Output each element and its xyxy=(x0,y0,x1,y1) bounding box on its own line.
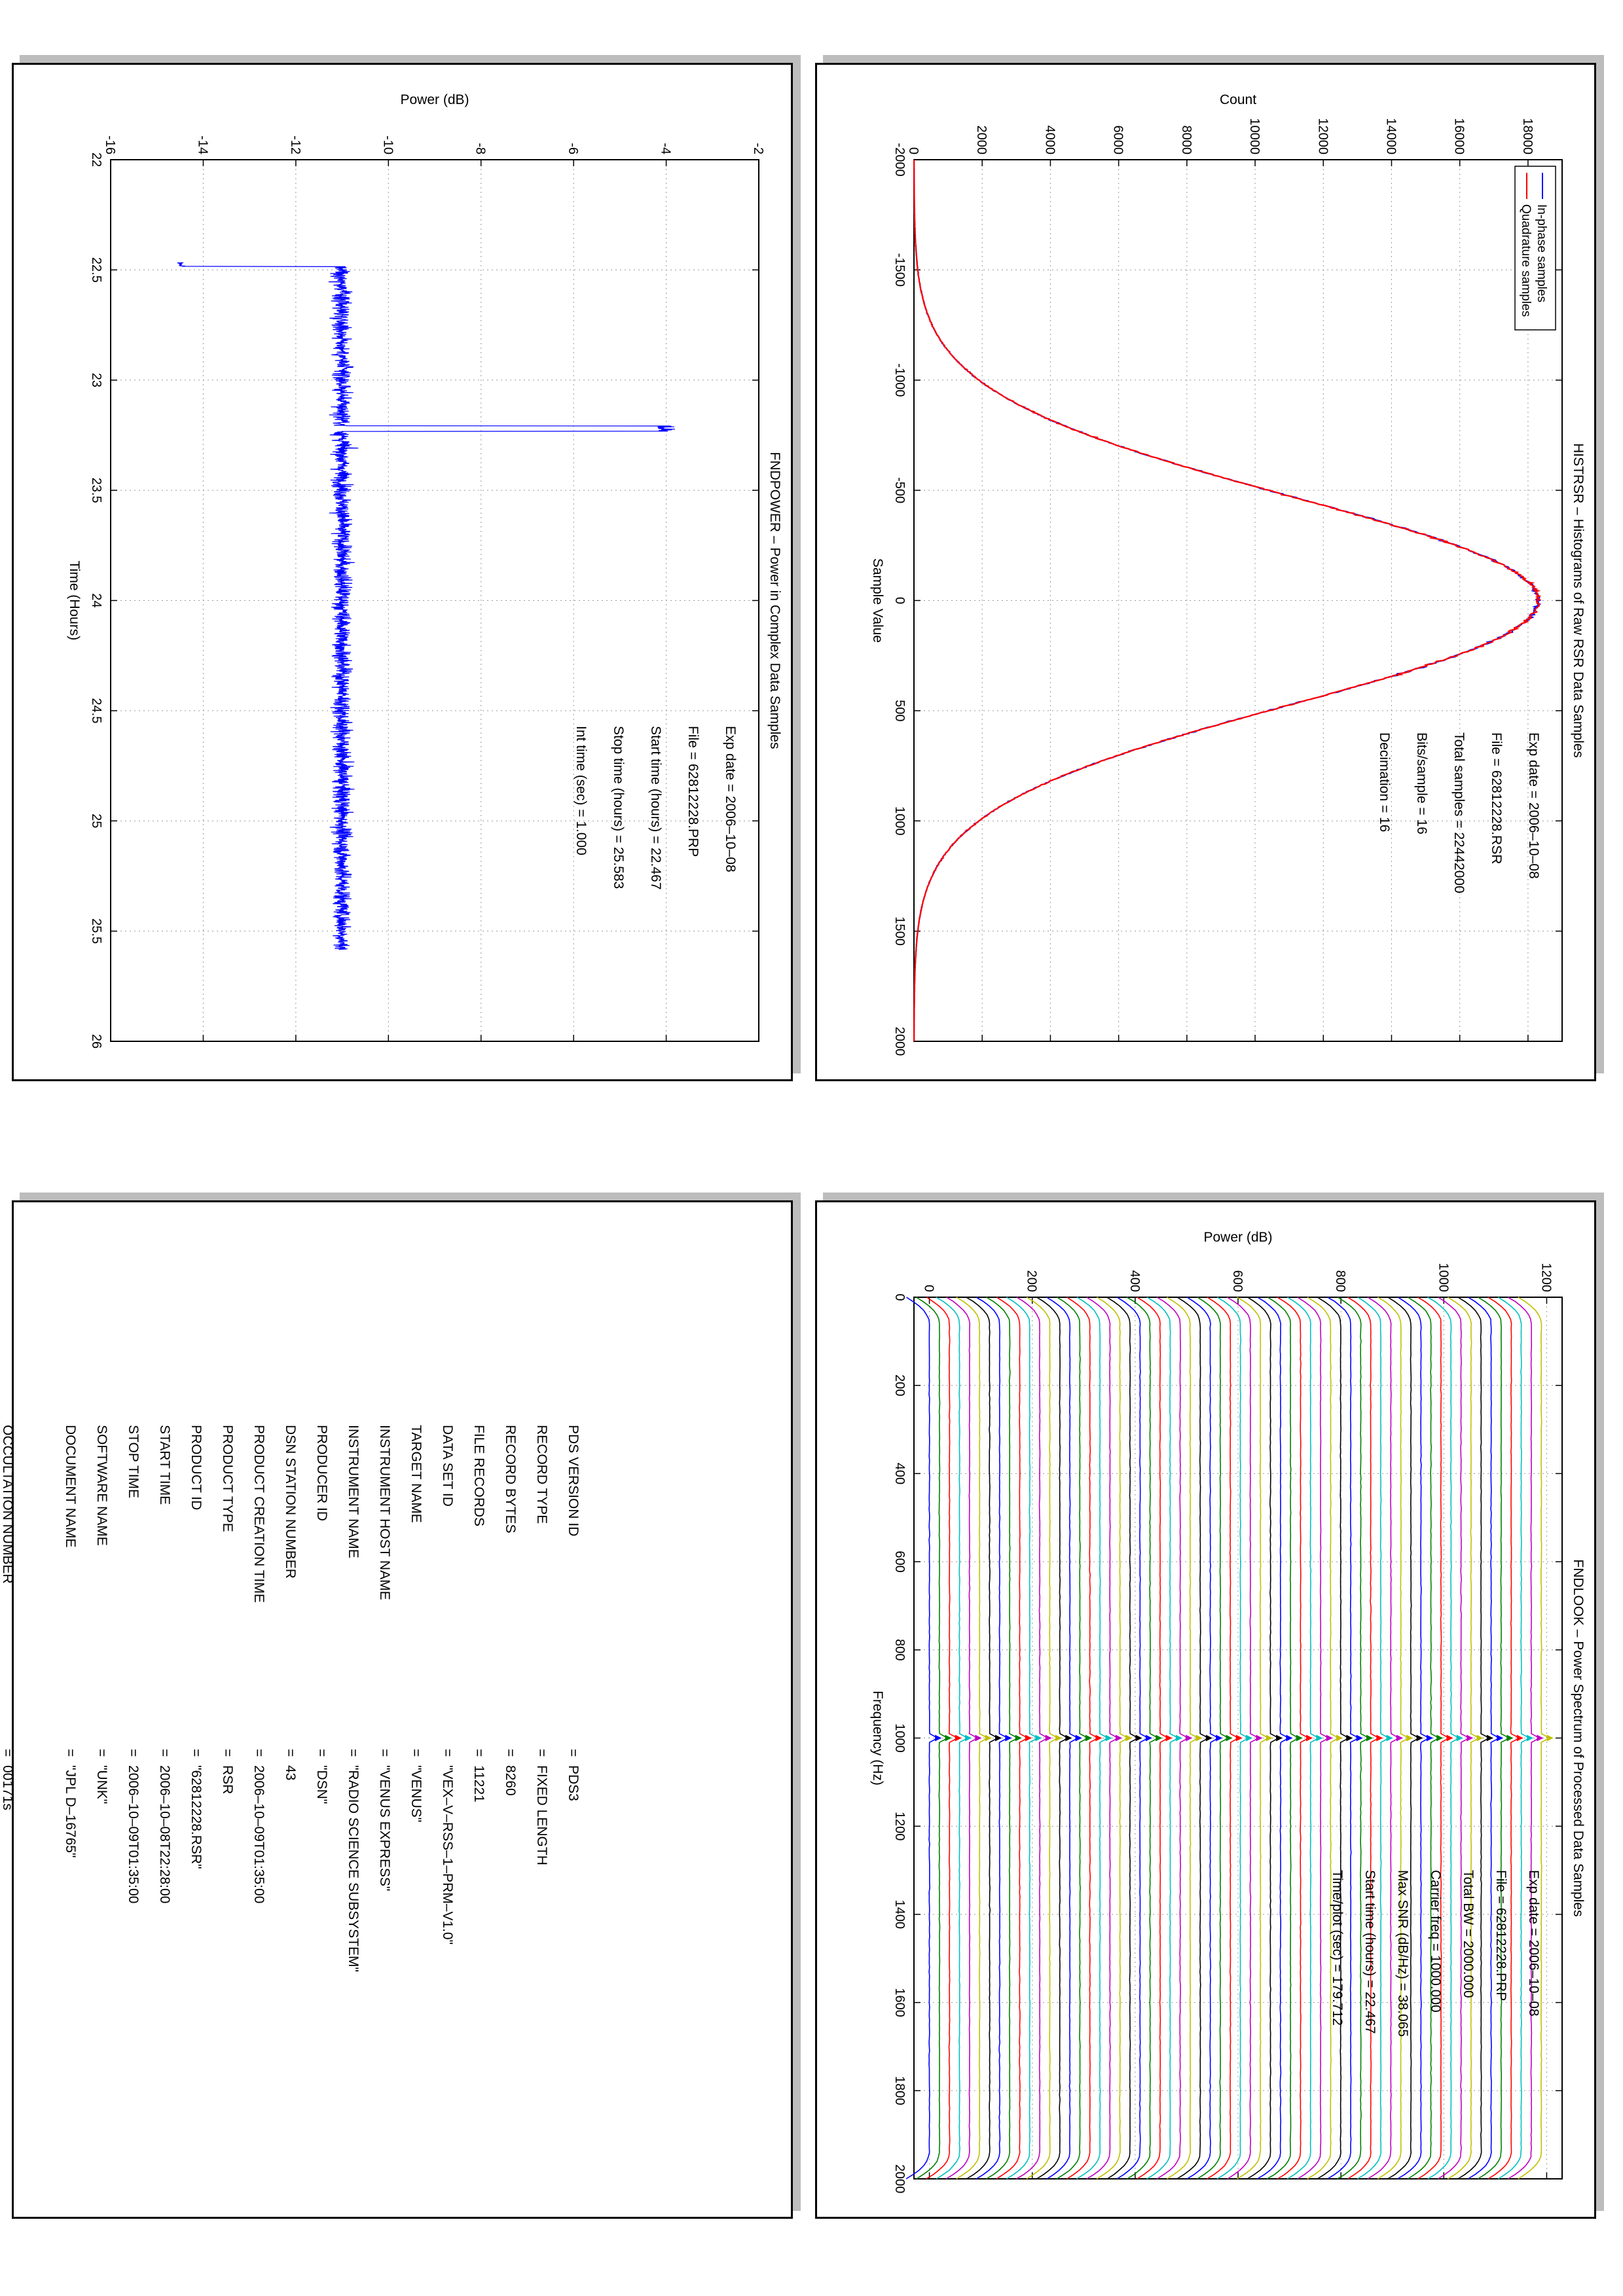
label-key: OCCULTATION NUMBER xyxy=(0,1425,15,1584)
carrier-marker xyxy=(1487,1735,1493,1742)
info-line: Carrier freq = 1000.000 xyxy=(1428,1870,1443,2013)
x-axis-label: Sample Value xyxy=(870,558,885,643)
carrier-marker xyxy=(935,1735,941,1742)
carrier-marker xyxy=(985,1735,992,1742)
y-tick-label: 600 xyxy=(1230,1270,1245,1292)
info-line: Bits/sample = 16 xyxy=(1414,732,1429,834)
carrier-marker xyxy=(1226,1735,1232,1742)
y-tick-label: -14 xyxy=(195,135,210,154)
carrier-marker xyxy=(1166,1735,1173,1742)
x-tick-label: 23 xyxy=(89,372,103,387)
label-key: PDS VERSION ID xyxy=(566,1425,581,1537)
carrier-marker xyxy=(1176,1735,1182,1742)
y-tick-label: 14000 xyxy=(1383,118,1398,154)
label-equals: = xyxy=(220,1749,235,1757)
x-tick-label: 2000 xyxy=(892,2164,907,2194)
carrier-marker xyxy=(1396,1735,1403,1742)
carrier-marker xyxy=(1387,1735,1393,1742)
chart-title: FNDLOOK – Power Spectrum of Processed Data Samples xyxy=(1571,1559,1586,1917)
x-tick-label: 200 xyxy=(892,1374,907,1397)
carrier-marker xyxy=(1136,1735,1142,1742)
label-equals: = xyxy=(63,1749,78,1757)
label-value: 8260 xyxy=(503,1765,518,1796)
info-line: File = 62812228.RSR xyxy=(1489,732,1504,865)
info-line: Start time (hours) = 22.467 xyxy=(1362,1870,1377,2034)
carrier-marker xyxy=(1146,1735,1152,1742)
x-tick-label: -1500 xyxy=(892,253,907,287)
carrier-marker xyxy=(1246,1735,1252,1742)
label-key: FILE RECORDS xyxy=(471,1425,486,1527)
carrier-marker xyxy=(1447,1735,1453,1742)
x-tick-label: 22 xyxy=(89,152,103,168)
label-value: "JPL D–16765" xyxy=(63,1765,78,1858)
y-tick-label: 10000 xyxy=(1247,118,1262,154)
label-equals: = xyxy=(409,1749,424,1757)
y-tick-label: 16000 xyxy=(1451,118,1467,154)
label-value: PDS3 xyxy=(566,1765,581,1801)
x-tick-label: 24.5 xyxy=(89,698,103,724)
carrier-marker xyxy=(955,1735,962,1742)
histrsr-chart xyxy=(817,65,1598,1083)
panel-frame xyxy=(815,1200,1596,2219)
x-axis-label: Frequency (Hz) xyxy=(870,1691,885,1785)
y-tick-label: -16 xyxy=(103,135,117,154)
x-tick-label: 1200 xyxy=(892,1811,907,1841)
info-line: Time/plot (sec) = 179.712 xyxy=(1330,1870,1345,2026)
carrier-marker xyxy=(1497,1735,1503,1742)
carrier-marker xyxy=(995,1735,1002,1742)
carrier-marker xyxy=(1406,1735,1413,1742)
info-line: Max SNR (dB/Hz) = 38.065 xyxy=(1395,1870,1410,2037)
spectrum-trace xyxy=(906,1297,938,2179)
x-tick-label: 1800 xyxy=(892,2076,907,2106)
carrier-marker xyxy=(1517,1735,1523,1742)
carrier-marker xyxy=(1005,1735,1012,1742)
y-axis-label: Power (dB) xyxy=(1203,1230,1273,1245)
label-key: PRODUCER ID xyxy=(314,1425,329,1522)
histrsr-rotated xyxy=(817,65,1598,1083)
y-tick-label: 0 xyxy=(921,1284,936,1292)
info-line: Decimation = 16 xyxy=(1377,732,1392,833)
carrier-marker xyxy=(1256,1735,1262,1742)
label-value: "UNK" xyxy=(94,1765,109,1804)
label-key: DOCUMENT NAME xyxy=(63,1425,78,1548)
label-value: FIXED LENGTH xyxy=(534,1765,549,1865)
carrier-marker xyxy=(965,1735,972,1742)
panel-shadow xyxy=(823,55,1604,63)
pds-label-table xyxy=(0,1202,795,2221)
x-tick-label: 26 xyxy=(89,1033,103,1049)
carrier-marker xyxy=(1326,1735,1333,1742)
x-tick-label: -2000 xyxy=(892,143,907,177)
x-tick-label: 600 xyxy=(892,1551,907,1573)
info-line: File = 62812228.PRP xyxy=(1493,1870,1508,2001)
carrier-marker xyxy=(1025,1735,1032,1742)
fndpower-panel xyxy=(12,55,801,1081)
x-tick-label: 1000 xyxy=(892,806,907,836)
carrier-marker xyxy=(975,1735,981,1742)
carrier-marker xyxy=(1316,1735,1322,1742)
panel-shadow xyxy=(20,1193,801,1200)
label-equals: = xyxy=(440,1749,455,1757)
legend-entry: In-phase samples xyxy=(1535,204,1548,302)
carrier-marker xyxy=(1156,1735,1162,1742)
carrier-marker xyxy=(1436,1735,1443,1742)
carrier-marker xyxy=(1417,1735,1423,1742)
carrier-marker xyxy=(1366,1735,1373,1742)
label-value: 00171s xyxy=(0,1765,15,1810)
carrier-marker xyxy=(1076,1735,1082,1742)
carrier-marker xyxy=(1065,1735,1072,1742)
info-line: Exp date = 2006–10–08 xyxy=(723,726,738,872)
label-value: "VEX–V–RSS–1–PRM–V1.0" xyxy=(440,1765,455,1945)
y-axis-label: Count xyxy=(1219,92,1257,107)
spectrum-trace xyxy=(926,1297,958,2179)
label-value: RSR xyxy=(220,1765,235,1795)
y-tick-label: -2 xyxy=(751,143,765,154)
label-equals: = xyxy=(503,1749,518,1757)
carrier-marker xyxy=(1477,1735,1484,1742)
label-equals: = xyxy=(0,1749,15,1757)
carrier-marker xyxy=(1266,1735,1273,1742)
carrier-marker xyxy=(1106,1735,1112,1742)
y-tick-label: -10 xyxy=(380,135,395,154)
label-value: 43 xyxy=(283,1765,298,1781)
x-tick-label: 500 xyxy=(892,700,907,722)
info-line: Stop time (hours) = 25.583 xyxy=(611,726,626,889)
carrier-marker xyxy=(1467,1735,1473,1742)
carrier-marker xyxy=(1376,1735,1383,1742)
fndlook-panel xyxy=(815,1193,1604,2219)
label-key: PRODUCT CREATION TIME xyxy=(251,1425,266,1603)
label-value: "DSN" xyxy=(314,1765,329,1804)
carrier-marker xyxy=(1547,1735,1554,1742)
carrier-marker xyxy=(1116,1735,1122,1742)
x-tick-label: 23.5 xyxy=(89,477,103,503)
label-value: 2006–10–08T22:28:00 xyxy=(157,1765,172,1904)
y-tick-label: 0 xyxy=(906,147,921,154)
label-equals: = xyxy=(346,1749,361,1757)
y-tick-label: 1000 xyxy=(1436,1263,1451,1292)
label-key: SOFTWARE NAME xyxy=(94,1425,109,1546)
label-value: "62812228.RSR" xyxy=(189,1765,204,1869)
panel-frame xyxy=(815,63,1596,1081)
y-tick-label: -6 xyxy=(566,143,581,154)
label-equals: = xyxy=(566,1749,581,1757)
label-equals: = xyxy=(283,1749,298,1757)
carrier-marker xyxy=(1236,1735,1243,1742)
info-line: File = 62812228.PRP xyxy=(685,726,701,857)
x-tick-label: 0 xyxy=(892,1293,907,1301)
carrier-marker xyxy=(1296,1735,1303,1742)
carrier-marker xyxy=(1427,1735,1433,1742)
x-tick-label: 22.5 xyxy=(89,257,103,283)
label-key: PRODUCT ID xyxy=(189,1425,204,1511)
carrier-marker xyxy=(1085,1735,1092,1742)
label-key: TARGET NAME xyxy=(409,1425,424,1523)
x-tick-label: 400 xyxy=(892,1462,907,1485)
label-value: "RADIO SCIENCE SUBSYSTEM" xyxy=(346,1765,361,1972)
info-line: Exp date = 2006–10–08 xyxy=(1526,1870,1541,2017)
label-value: "VENUS EXPRESS" xyxy=(377,1765,392,1892)
label-equals: = xyxy=(189,1749,204,1757)
carrier-marker xyxy=(1206,1735,1213,1742)
label-key: INSTRUMENT HOST NAME xyxy=(377,1425,392,1600)
x-tick-label: 800 xyxy=(892,1639,907,1661)
x-tick-label: 25.5 xyxy=(89,918,103,944)
carrier-marker xyxy=(1015,1735,1022,1742)
panel-shadow xyxy=(823,1193,1604,1200)
y-tick-label: 800 xyxy=(1333,1270,1348,1292)
carrier-marker xyxy=(945,1735,951,1742)
label-key: RECORD BYTES xyxy=(503,1425,518,1534)
fndpower-chart xyxy=(14,65,795,1083)
carrier-marker xyxy=(1196,1735,1203,1742)
x-tick-label: 2000 xyxy=(892,1026,907,1056)
x-tick-label: 1600 xyxy=(892,1988,907,2017)
label-equals: = xyxy=(251,1749,266,1757)
y-tick-label: 2000 xyxy=(974,125,989,154)
label-equals: = xyxy=(157,1749,172,1757)
x-tick-label: -500 xyxy=(892,477,907,504)
x-axis-label: Time (Hours) xyxy=(67,560,82,641)
x-tick-label: 1400 xyxy=(892,1899,907,1929)
chart-title: FNDPOWER – Power in Complex Data Samples xyxy=(767,452,782,749)
label-rotated xyxy=(0,1202,795,2221)
carrier-marker xyxy=(1186,1735,1192,1742)
y-tick-label: -4 xyxy=(658,143,673,154)
label-equals: = xyxy=(126,1749,141,1757)
label-key: PRODUCT TYPE xyxy=(220,1425,235,1532)
label-panel xyxy=(0,1193,801,2219)
y-tick-label: -8 xyxy=(473,143,488,154)
label-key: RECORD TYPE xyxy=(534,1425,549,1524)
label-key: INSTRUMENT NAME xyxy=(346,1425,361,1558)
fndpower-rotated xyxy=(14,65,795,1083)
label-equals: = xyxy=(377,1749,392,1757)
y-tick-label: 12000 xyxy=(1315,118,1330,154)
carrier-marker xyxy=(1046,1735,1052,1742)
info-line: Start time (hours) = 22.467 xyxy=(648,726,663,890)
carrier-marker xyxy=(1216,1735,1222,1742)
carrier-marker xyxy=(1276,1735,1283,1742)
carrier-marker xyxy=(1506,1735,1513,1742)
label-key: START TIME xyxy=(157,1425,172,1505)
carrier-marker xyxy=(1357,1735,1363,1742)
panel-frame xyxy=(12,63,793,1081)
panel-frame xyxy=(0,1200,793,2219)
y-tick-label: 4000 xyxy=(1042,125,1057,154)
carrier-marker xyxy=(1346,1735,1353,1742)
x-tick-label: 0 xyxy=(892,596,907,605)
label-equals: = xyxy=(471,1749,486,1757)
label-equals: = xyxy=(314,1749,329,1757)
label-value: "VENUS" xyxy=(409,1765,424,1823)
y-tick-label: 8000 xyxy=(1178,125,1194,154)
y-tick-label: 18000 xyxy=(1520,118,1535,154)
carrier-marker xyxy=(1457,1735,1463,1742)
y-axis-label: Power (dB) xyxy=(400,92,469,107)
y-tick-label: 6000 xyxy=(1110,125,1125,154)
fndlook-rotated xyxy=(817,1202,1598,2221)
info-line: Total samples = 22442000 xyxy=(1451,732,1467,893)
label-value: 2006–10–09T01:35:00 xyxy=(251,1765,266,1904)
carrier-marker xyxy=(1286,1735,1292,1742)
x-tick-label: -1000 xyxy=(892,363,907,397)
carrier-marker xyxy=(1336,1735,1343,1742)
info-line: Exp date = 2006–10–08 xyxy=(1526,732,1541,879)
info-line: Int time (sec) = 1.000 xyxy=(574,726,589,855)
y-tick-label: 200 xyxy=(1024,1270,1039,1292)
y-tick-label: -12 xyxy=(287,135,302,154)
carrier-marker xyxy=(1095,1735,1102,1742)
label-key: DSN STATION NUMBER xyxy=(283,1425,298,1579)
carrier-marker xyxy=(1306,1735,1313,1742)
carrier-marker xyxy=(1537,1735,1543,1742)
panel-shadow xyxy=(20,55,801,63)
x-tick-label: 24 xyxy=(89,593,103,608)
carrier-marker xyxy=(1125,1735,1132,1742)
label-key: DATA SET ID xyxy=(440,1425,455,1507)
carrier-marker xyxy=(1035,1735,1042,1742)
chart-title: HISTRSR – Histograms of Raw RSR Data Samples xyxy=(1571,443,1586,758)
y-tick-label: 400 xyxy=(1127,1270,1142,1292)
x-tick-label: 25 xyxy=(89,814,103,829)
y-tick-label: 1200 xyxy=(1539,1263,1554,1292)
power-series-line xyxy=(178,262,675,949)
x-tick-label: 1000 xyxy=(892,1723,907,1753)
label-value: 11221 xyxy=(471,1765,486,1803)
carrier-marker xyxy=(1527,1735,1533,1742)
label-equals: = xyxy=(94,1749,109,1757)
x-tick-label: 1500 xyxy=(892,916,907,946)
label-key: STOP TIME xyxy=(126,1425,141,1499)
legend-entry: Quadrature samples xyxy=(1519,204,1533,317)
histrsr-panel xyxy=(815,55,1604,1081)
label-value: 2006–10–09T01:35:00 xyxy=(126,1765,141,1904)
carrier-marker xyxy=(1055,1735,1062,1742)
fndlook-chart xyxy=(817,1202,1598,2221)
label-equals: = xyxy=(534,1749,549,1757)
info-line: Total BW = 2000.000 xyxy=(1461,1870,1476,1998)
